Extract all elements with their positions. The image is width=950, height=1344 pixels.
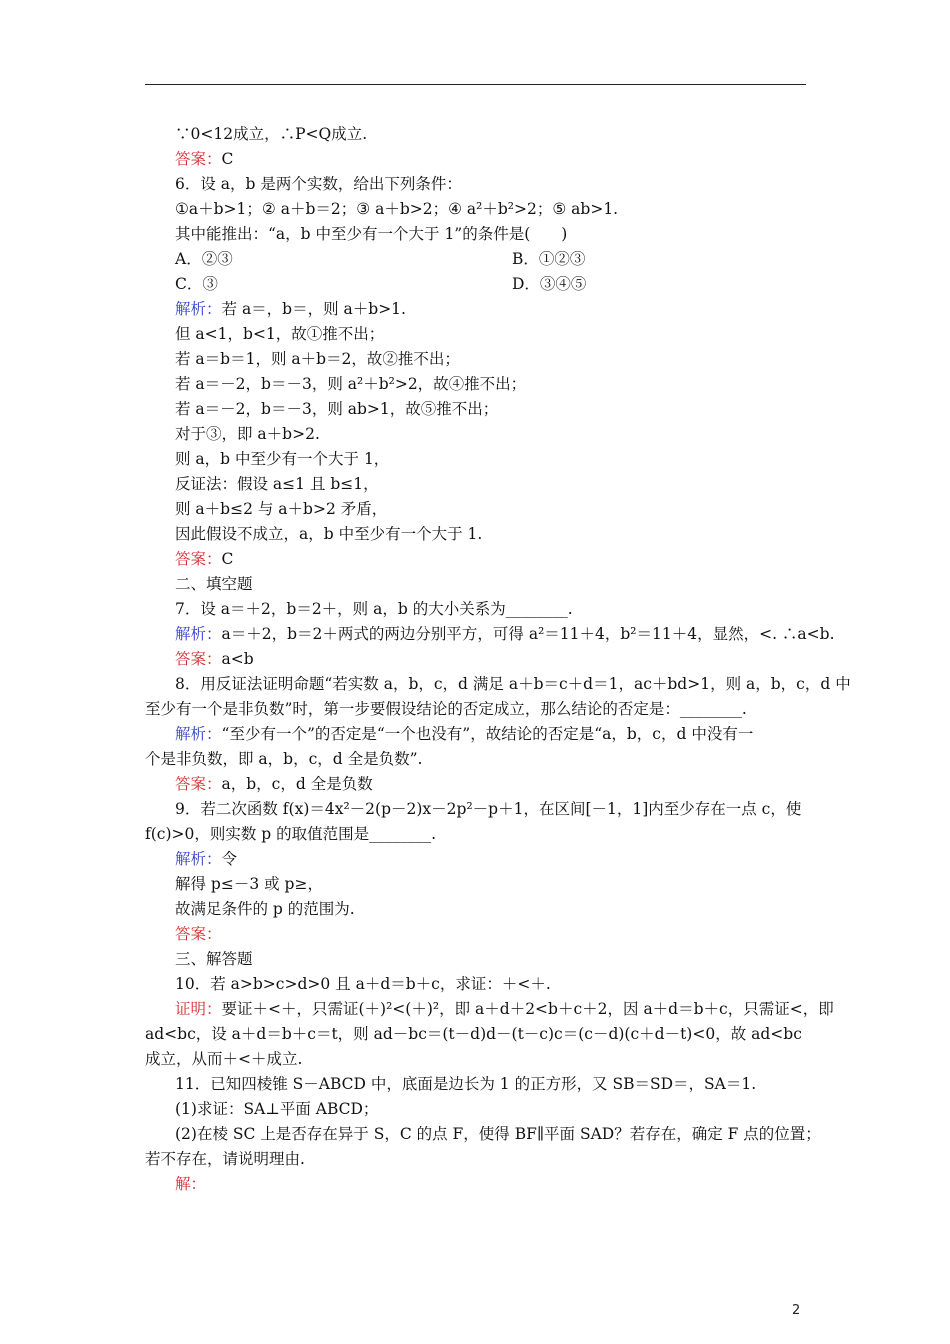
option-c: C．③ <box>175 275 218 293</box>
solution-line <box>175 624 835 644</box>
solution-line <box>175 849 237 869</box>
answer-line <box>175 149 233 169</box>
question-8-cont: 至少有一个是非负数”时，第一步要假设结论的否定成立，那么结论的否定是：________. <box>145 700 747 718</box>
question-6: 6．设 a，b 是两个实数，给出下列条件： <box>175 175 462 193</box>
solution-line: 则 a，b 中至少有一个大于 1， <box>175 450 390 468</box>
question-10: 10．若 a>b>c>d>0 且 a＋d＝b＋c，求证：＋<＋. <box>175 975 551 993</box>
solution-line: 反证法：假设 a≤1 且 b≤1， <box>175 475 379 493</box>
section-heading: 三、解答题 <box>175 950 253 968</box>
solution-text: 若 a＝，b＝，则 a＋b>1. <box>221 300 406 318</box>
page-number: 2 <box>792 1303 801 1318</box>
solution-line: 若 a＝－2，b＝－3，则 a²＋b²>2，故④推不出； <box>175 375 527 393</box>
answer-label: 答案： <box>175 775 222 793</box>
solution-line: 则 a＋b≤2 与 a＋b>2 矛盾， <box>175 500 388 518</box>
question-6-conditions: ①a＋b>1；② a＋b＝2；③ a＋b>2；④ a²＋b²>2；⑤ ab>1. <box>175 200 619 218</box>
answer-line <box>175 549 233 569</box>
proof-line: 成立，从而＋<＋成立. <box>145 1050 303 1068</box>
solution-text: a＝＋2，b＝2＋两式的两边分别平方，可得 a²＝11＋4，b²＝11＋4，显然，<. ∴a<b. <box>221 625 835 643</box>
header-rule <box>145 84 806 85</box>
solution-line: 解得 p≤－3 或 p≥， <box>175 875 323 893</box>
options-row-2 <box>175 274 775 294</box>
answer-label: 答案： <box>175 925 222 943</box>
answer-line <box>175 774 373 794</box>
answer-label: 答案： <box>175 650 222 668</box>
solution-line: 因此假设不成立，a，b 中至少有一个大于 1. <box>175 525 483 543</box>
proof-line <box>175 999 834 1019</box>
options-row-1 <box>175 249 775 269</box>
option-d: D．③④⑤ <box>512 275 587 293</box>
question-11-part-2: (2)在棱 SC 上是否存在异于 S，C 的点 F，使得 BF∥平面 SAD？若存在，确定 F 点的位置； <box>175 1125 821 1143</box>
question-11: 11．已知四棱锥 S－ABCD 中，底面是边长为 1 的正方形，又 SB＝SD＝，SA＝1. <box>175 1075 757 1093</box>
question-11-part-2-cont: 若不存在，请说明理由. <box>145 1150 305 1168</box>
answer-value: a，b，c，d 全是负数 <box>221 775 373 793</box>
solution-line: 若 a＝－2，b＝－3，则 ab>1，故⑤推不出； <box>175 400 499 418</box>
answer-label: 答案： <box>175 550 222 568</box>
question-9-cont: f(c)>0，则实数 p 的取值范围是________. <box>145 825 437 843</box>
question-9: 9．若二次函数 f(x)＝4x²－2(p－2)x－2p²－p＋1，在区间[－1，1]内至少存在一点 c，使 <box>175 800 802 818</box>
solution-label: 解析： <box>175 850 222 868</box>
proof-text: 要证＋<＋，只需证(＋)²<(＋)²，即 a＋d＋2<b＋c＋2，因 a＋d＝b＋c，只需证<，即 <box>221 1000 834 1018</box>
answer-value: C <box>221 150 234 168</box>
solution-line: 若 a＝b＝1，则 a＋b＝2，故②推不出； <box>175 350 460 368</box>
solution-line: 个是非负数，即 a，b，c，d 全是负数”. <box>145 750 423 768</box>
solution-line <box>175 724 753 744</box>
answer-value: a<b <box>221 650 254 668</box>
question-8: 8．用反证法证明命题“若实数 a，b，c，d 满足 a＋b＝c＋d＝1，ac＋bd>1，则 a，b，c，d 中 <box>175 675 851 693</box>
section-heading: 二、填空题 <box>175 575 253 593</box>
solution-line: 故满足条件的 p 的范围为. <box>175 900 355 918</box>
text-line: ∵0<12成立，∴P<Q成立. <box>175 125 368 143</box>
solution-label: 解析： <box>175 300 222 318</box>
answer-value: C <box>221 550 234 568</box>
question-6-ask: 其中能推出：“a，b 中至少有一个大于 1”的条件是( ) <box>175 225 568 243</box>
answer-label: 答案： <box>175 150 222 168</box>
solution-line <box>175 299 406 319</box>
solution-label: 解析： <box>175 625 222 643</box>
question-11-part-1: (1)求证：SA⊥平面 ABCD； <box>175 1100 379 1118</box>
proof-line: ad<bc，设 a＋d＝b＋c＝t，则 ad－bc＝(t－d)d－(t－c)c＝(c－d)(c＋d－t)<0，故 ad<bc <box>145 1025 802 1043</box>
question-7: 7．设 a＝＋2，b＝2＋，则 a，b 的大小关系为________. <box>175 600 573 618</box>
solution-line: 对于③，即 a＋b>2. <box>175 425 320 443</box>
solution-label: 解： <box>175 1175 207 1193</box>
solution-text: 令 <box>221 850 238 868</box>
option-b: B．①②③ <box>512 250 586 268</box>
solution-label: 解析： <box>175 725 222 743</box>
solution-line <box>175 1174 206 1194</box>
answer-line <box>175 649 254 669</box>
answer-line <box>175 924 222 944</box>
solution-line: 但 a<1，b<1，故①推不出； <box>175 325 385 343</box>
option-a: A．②③ <box>175 250 233 268</box>
proof-label: 证明： <box>175 1000 222 1018</box>
solution-text: “至少有一个”的否定是“一个也没有”，故结论的否定是“a，b，c，d 中没有一 <box>221 725 754 743</box>
